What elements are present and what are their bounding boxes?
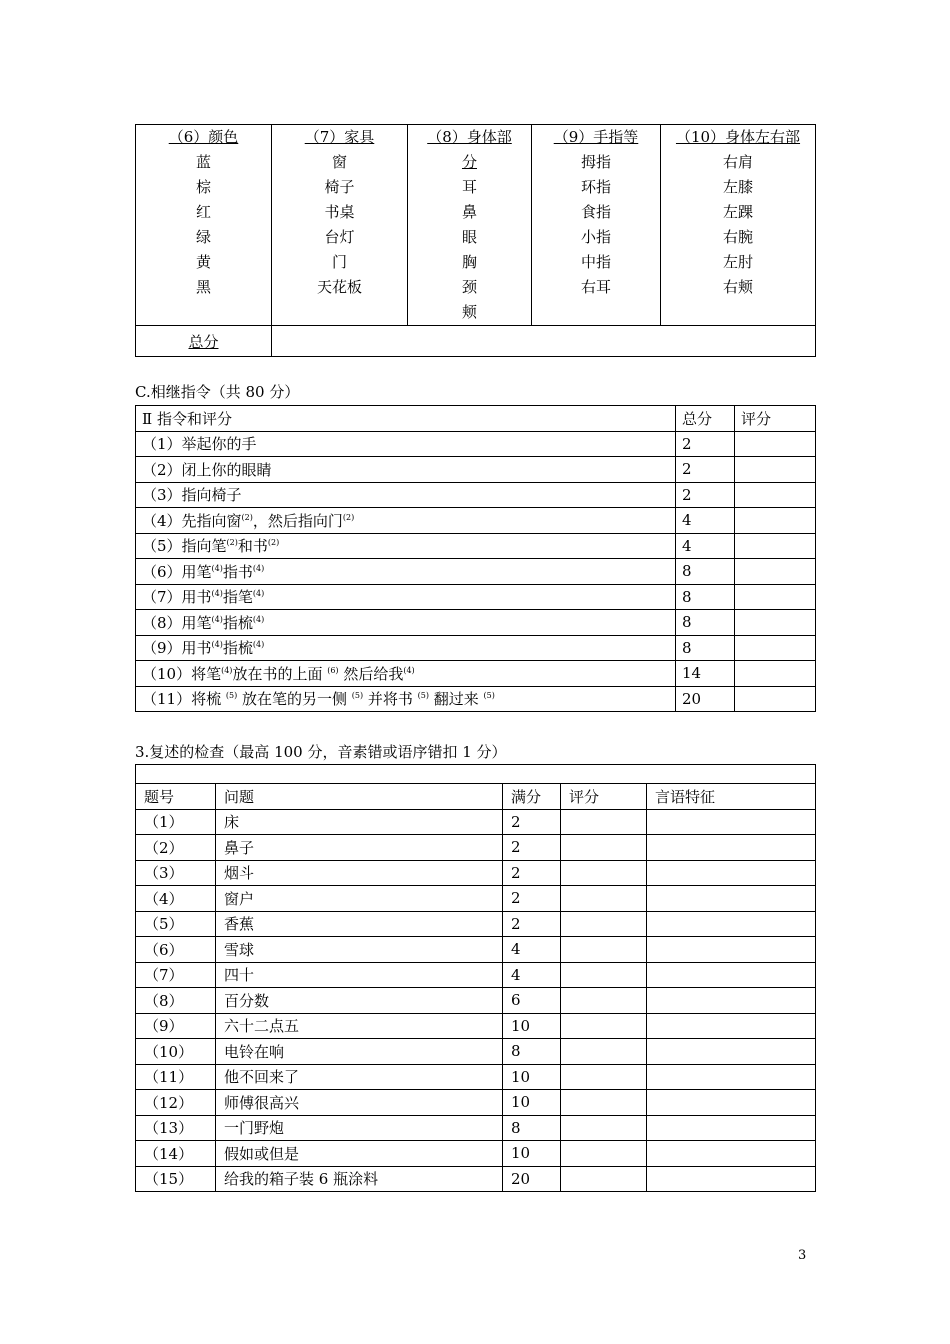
score-superscript: (2): [226, 538, 238, 548]
repetition-question: 师傅很高兴: [216, 1090, 503, 1116]
speech-feature-cell[interactable]: [647, 1064, 816, 1090]
repetition-num: （4）: [136, 886, 216, 912]
score-superscript: (2): [241, 512, 253, 522]
command-total: 8: [676, 559, 735, 585]
repetition-num: （6）: [136, 937, 216, 963]
categories-row: [136, 125, 816, 326]
category-item: 左踝: [722, 203, 753, 221]
repetition-row: [136, 886, 816, 912]
command-row: [136, 431, 816, 457]
repetition-score-cell[interactable]: [561, 835, 647, 861]
total-header: 总分: [676, 406, 735, 432]
speech-feature-cell[interactable]: [647, 1013, 816, 1039]
repetition-question: 烟斗: [216, 860, 503, 886]
category-header: （10）身体左右部: [675, 128, 801, 146]
category-item: 胸: [461, 253, 477, 271]
category-item: 窗: [331, 153, 347, 171]
score-superscript: (4): [252, 614, 265, 624]
category-item: 右耳: [580, 278, 611, 296]
repetition-score-cell[interactable]: [561, 1090, 647, 1116]
command-score-cell[interactable]: [735, 661, 816, 687]
repetition-row: [136, 988, 816, 1014]
repetition-table: [135, 764, 816, 1192]
repetition-num: （7）: [136, 962, 216, 988]
repetition-num: （2）: [136, 835, 216, 861]
repetition-score-cell[interactable]: [561, 1013, 647, 1039]
speech-feature-cell[interactable]: [647, 860, 816, 886]
repetition-question: 鼻子: [216, 835, 503, 861]
command-text: （9）用书$^{(4)}$指梳$^{(4)}$: [136, 635, 676, 661]
category-item: 天花板: [316, 278, 362, 296]
repetition-full-score: 2: [503, 809, 561, 835]
score-superscript: (4): [252, 640, 265, 650]
commands-table: [135, 405, 816, 712]
repetition-question: 电铃在响: [216, 1039, 503, 1065]
category-item: 中指: [580, 253, 611, 271]
speech-feature-cell[interactable]: [647, 911, 816, 937]
category-item: 椅子: [324, 178, 355, 196]
repetition-full-score: 10: [503, 1141, 561, 1167]
category-header: （7）家具: [304, 128, 375, 146]
command-text: （5）指向笔$^{(2)}$和书$^{(2)}$: [136, 533, 676, 559]
section-3-title: 3.复述的检查（最高 100 分，音素错或语序错扣 1 分）: [135, 743, 507, 761]
repetition-row: [136, 962, 816, 988]
command-score-cell[interactable]: [735, 686, 816, 712]
command-score-cell[interactable]: [735, 559, 816, 585]
score-header: 评分: [735, 406, 816, 432]
full-score-header: 满分: [503, 784, 561, 810]
score-superscript: (4): [211, 563, 223, 573]
repetition-num: （15）: [136, 1166, 216, 1192]
score-superscript: (4): [252, 589, 265, 599]
repetition-question: 假如或但是: [216, 1141, 503, 1167]
repetition-score-cell[interactable]: [561, 1166, 647, 1192]
repetition-score-cell[interactable]: [561, 860, 647, 886]
command-row: [136, 482, 816, 508]
category-header: （6）颜色: [168, 128, 239, 146]
category-item: 黄: [195, 253, 211, 271]
category-item: 鼻: [461, 203, 477, 221]
category-item: 左膝: [722, 178, 753, 196]
command-text: （2）闭上你的眼睛: [136, 457, 676, 483]
command-total: 20: [676, 686, 735, 712]
command-total: 8: [676, 584, 735, 610]
speech-feature-cell[interactable]: [647, 988, 816, 1014]
command-row: [136, 533, 816, 559]
category-body-parts: [408, 125, 532, 326]
repetition-score-cell[interactable]: [561, 809, 647, 835]
category-item: 左肘: [722, 253, 753, 271]
category-item: 环指: [580, 178, 611, 196]
repetition-num: （1）: [136, 809, 216, 835]
command-text: （1）举起你的手: [136, 431, 676, 457]
repetition-row: [136, 1141, 816, 1167]
category-header: （9）手指等: [553, 128, 639, 146]
command-text: （6）用笔$^{(4)}$指书$^{(4)}$: [136, 559, 676, 585]
command-total: 2: [676, 482, 735, 508]
category-item: 颈: [461, 278, 477, 296]
repetition-score-cell[interactable]: [561, 988, 647, 1014]
total-label: 总分: [136, 326, 272, 357]
command-row: [136, 584, 816, 610]
category-header: （8）身体部: [427, 128, 512, 146]
repetition-full-score: 10: [503, 1090, 561, 1116]
command-total: 8: [676, 635, 735, 661]
repetition-question: 六十二点五: [216, 1013, 503, 1039]
repetition-num: （13）: [136, 1115, 216, 1141]
command-row: [136, 610, 816, 636]
command-total: 14: [676, 661, 735, 687]
score-superscript: (5): [351, 691, 364, 701]
category-colors: [136, 125, 272, 326]
category-item: 眼: [461, 228, 477, 246]
speech-feature-cell[interactable]: [647, 1115, 816, 1141]
repetition-full-score: 4: [503, 962, 561, 988]
repetition-num: （12）: [136, 1090, 216, 1116]
command-score-cell[interactable]: [735, 508, 816, 534]
repetition-question: 床: [216, 809, 503, 835]
repetition-score-cell[interactable]: [561, 886, 647, 912]
repetition-header-row: [136, 784, 816, 810]
category-item: 右肩: [722, 153, 753, 171]
command-row: [136, 635, 816, 661]
repetition-row: [136, 911, 816, 937]
category-item: 黑: [195, 278, 211, 296]
num-header: 题号: [136, 784, 216, 810]
repetition-full-score: 2: [503, 886, 561, 912]
repetition-blank-row: [136, 765, 816, 784]
category-item: 右颊: [722, 278, 753, 296]
category-fingers: [532, 125, 661, 326]
repetition-full-score: 4: [503, 937, 561, 963]
category-item: 拇指: [580, 153, 611, 171]
category-item: 颊: [461, 303, 477, 321]
score-superscript: (4): [211, 614, 223, 624]
total-score-cell[interactable]: [272, 326, 816, 357]
category-item: 小指: [580, 228, 611, 246]
repetition-question: 他不回来了: [216, 1064, 503, 1090]
command-text: （3）指向椅子: [136, 482, 676, 508]
command-text: （11）将梳 $^{(5)}$ 放在笔的另一侧 $^{(5)}$ 并将书 $^{(5)}$ 翻过来 $^{(5)}$: [136, 686, 676, 712]
speech-feature-cell[interactable]: [647, 937, 816, 963]
repetition-question: 四十: [216, 962, 503, 988]
repetition-full-score: 8: [503, 1039, 561, 1065]
speech-feature-cell[interactable]: [647, 1039, 816, 1065]
repetition-num: （9）: [136, 1013, 216, 1039]
command-score-cell[interactable]: [735, 610, 816, 636]
command-total: 8: [676, 610, 735, 636]
command-total: 2: [676, 457, 735, 483]
command-text: （4）先指向窗$^{(2)}$，然后指向门$^{(2)}$: [136, 508, 676, 534]
repetition-num: （3）: [136, 860, 216, 886]
blank-cell: [136, 765, 816, 784]
repetition-score-cell[interactable]: [561, 911, 647, 937]
command-score-cell[interactable]: [735, 533, 816, 559]
score-superscript: (6): [327, 665, 339, 675]
speech-feature-cell[interactable]: [647, 886, 816, 912]
command-row: [136, 661, 816, 687]
category-item: 食指: [580, 203, 611, 221]
command-text: （10）将笔$^{(4)}$放在书的上面 $^{(6)}$ 然后给我$^{(4)}$: [136, 661, 676, 687]
categories-table: [135, 124, 816, 357]
repetition-question: 百分数: [216, 988, 503, 1014]
category-item: 棕: [195, 178, 211, 196]
repetition-row: [136, 937, 816, 963]
category-item: 蓝: [195, 153, 211, 171]
repetition-score-cell[interactable]: [561, 1141, 647, 1167]
categories-total-row: [136, 326, 816, 357]
repetition-full-score: 2: [503, 835, 561, 861]
repetition-num: （14）: [136, 1141, 216, 1167]
command-row: [136, 457, 816, 483]
category-item: 红: [195, 203, 211, 221]
page-number: 3: [798, 1248, 807, 1263]
command-row: [136, 508, 816, 534]
repetition-full-score: 8: [503, 1115, 561, 1141]
repetition-question: 给我的箱子装 6 瓶涂料: [216, 1166, 503, 1192]
command-text: （8）用笔$^{(4)}$指梳$^{(4)}$: [136, 610, 676, 636]
section-c-title: C.相继指令（共 80 分）: [135, 383, 300, 401]
score-superscript: (2): [267, 538, 280, 548]
repetition-num: （5）: [136, 911, 216, 937]
commands-header-row: [136, 406, 816, 432]
command-score-cell[interactable]: [735, 482, 816, 508]
score-superscript: (4): [221, 665, 233, 675]
score-superscript: (4): [211, 640, 223, 650]
category-item: 绿: [195, 228, 211, 246]
repetition-row: [136, 835, 816, 861]
repetition-full-score: 20: [503, 1166, 561, 1192]
command-score-cell[interactable]: [735, 457, 816, 483]
repetition-row: [136, 809, 816, 835]
speech-feature-cell[interactable]: [647, 835, 816, 861]
speech-feature-cell[interactable]: [647, 1141, 816, 1167]
category-header-continued: 分: [461, 153, 477, 171]
command-total: 2: [676, 431, 735, 457]
repetition-question: 窗户: [216, 886, 503, 912]
repetition-row: [136, 1090, 816, 1116]
repetition-row: [136, 1064, 816, 1090]
command-row: [136, 686, 816, 712]
speech-feature-cell[interactable]: [647, 1090, 816, 1116]
repetition-score-cell[interactable]: [561, 1064, 647, 1090]
repetition-question: 一门野炮: [216, 1115, 503, 1141]
score-superscript: (5): [417, 691, 429, 701]
score-superscript: (4): [403, 665, 415, 675]
repetition-num: （10）: [136, 1039, 216, 1065]
category-item: 门: [331, 253, 347, 271]
command-total: 4: [676, 508, 735, 534]
repetition-row: [136, 1115, 816, 1141]
instruction-header: Ⅱ 指令和评分: [136, 406, 676, 432]
repetition-row: [136, 860, 816, 886]
command-row: [136, 559, 816, 585]
score-superscript: (5): [225, 691, 238, 701]
speech-feature-cell[interactable]: [647, 1166, 816, 1192]
category-item: 书桌: [324, 203, 355, 221]
repetition-score-cell[interactable]: [561, 962, 647, 988]
speech-feature-header: 言语特征: [647, 784, 816, 810]
repetition-num: （11）: [136, 1064, 216, 1090]
speech-feature-cell[interactable]: [647, 809, 816, 835]
repetition-row: [136, 1039, 816, 1065]
command-text: （7）用书$^{(4)}$指笔$^{(4)}$: [136, 584, 676, 610]
repetition-full-score: 2: [503, 911, 561, 937]
speech-feature-cell[interactable]: [647, 962, 816, 988]
command-score-cell[interactable]: [735, 635, 816, 661]
repetition-full-score: 10: [503, 1013, 561, 1039]
category-item: 台灯: [324, 228, 355, 246]
repetition-full-score: 6: [503, 988, 561, 1014]
category-item: 右腕: [722, 228, 753, 246]
repetition-full-score: 10: [503, 1064, 561, 1090]
score-superscript: (2): [342, 512, 355, 522]
category-furniture: [272, 125, 408, 326]
command-total: 4: [676, 533, 735, 559]
question-header: 问题: [216, 784, 503, 810]
category-item: 耳: [461, 178, 477, 196]
repetition-score-cell[interactable]: [561, 937, 647, 963]
repetition-score-cell[interactable]: [561, 1115, 647, 1141]
repetition-score-cell[interactable]: [561, 1039, 647, 1065]
repetition-row: [136, 1013, 816, 1039]
repetition-row: [136, 1166, 816, 1192]
repetition-question: 香蕉: [216, 911, 503, 937]
command-score-cell[interactable]: [735, 431, 816, 457]
score-header: 评分: [561, 784, 647, 810]
command-score-cell[interactable]: [735, 584, 816, 610]
score-superscript: (4): [252, 563, 265, 573]
repetition-full-score: 2: [503, 860, 561, 886]
score-superscript: (5): [483, 691, 495, 701]
repetition-num: （8）: [136, 988, 216, 1014]
category-body-sides: [661, 125, 816, 326]
score-superscript: (4): [211, 589, 223, 599]
repetition-question: 雪球: [216, 937, 503, 963]
